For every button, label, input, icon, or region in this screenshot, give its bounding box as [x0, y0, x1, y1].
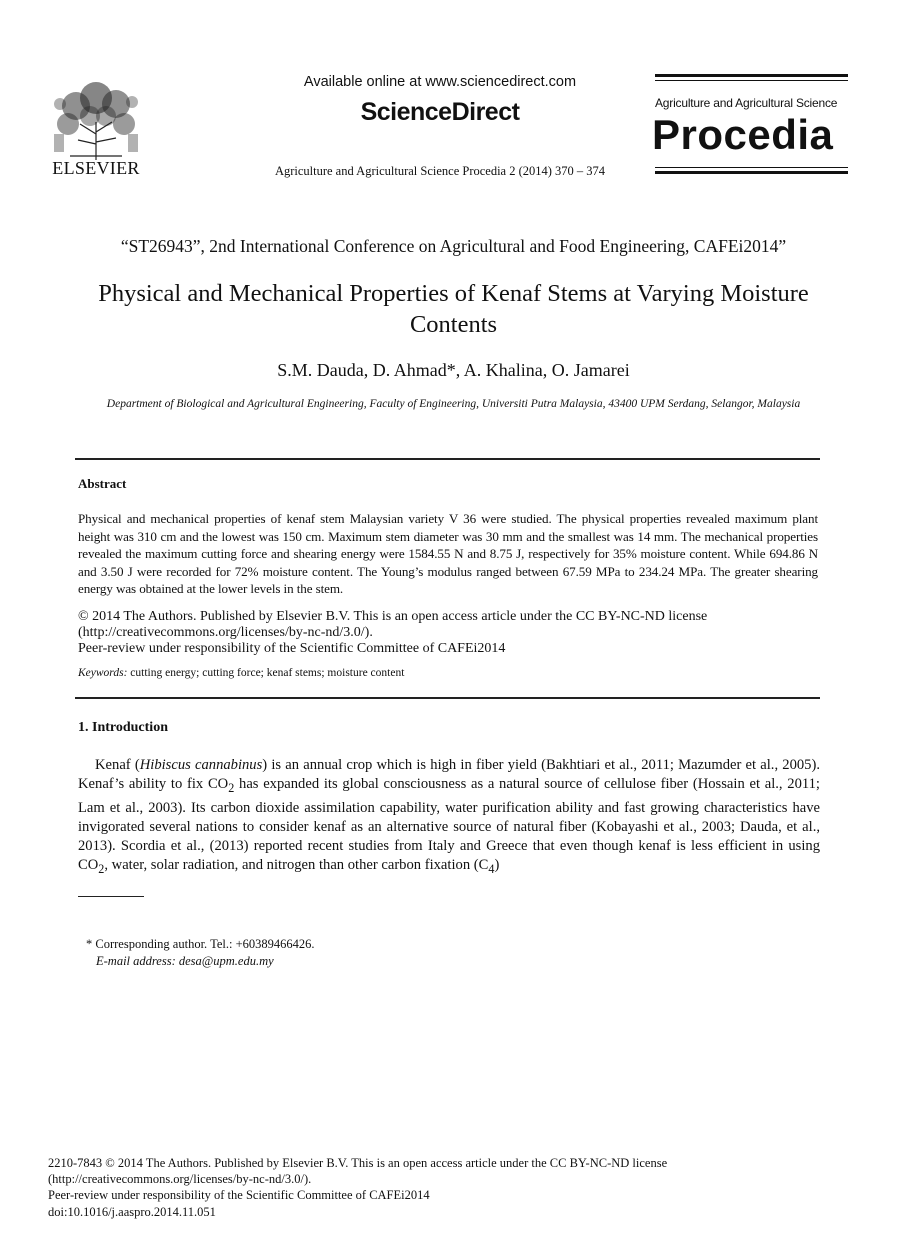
- corresponding-author: * Corresponding author. Tel.: +60389466426.: [86, 937, 315, 951]
- procedia-rule: [655, 171, 848, 174]
- journal-citation: Agriculture and Agricultural Science Procedia 2 (2014) 370 – 374: [274, 164, 606, 178]
- conference-name: “ST26943”, 2nd International Conference on Agricultural and Food Engineering, CAFEi2014”: [120, 236, 787, 256]
- section-divider: [75, 697, 820, 699]
- subscript: 2: [228, 781, 235, 796]
- text-run: ) is an annual crop which is high in fiber yield (Bakhtiari et al., 2011; Mazumder et al., 2005). Kenaf’s ability to fix CO: [78, 757, 820, 793]
- introduction-heading: 1. Introduction: [78, 720, 168, 735]
- footnote-rule: [78, 896, 144, 897]
- author-list: S.M. Dauda, D. Ahmad*, A. Khalina, O. Jamarei: [277, 360, 630, 380]
- elsevier-tree-logo: [50, 74, 142, 160]
- introduction-paragraph: [78, 756, 820, 880]
- available-online-link[interactable]: Available online at www.sciencedirect.com: [303, 74, 577, 90]
- procedia-rule: [655, 167, 848, 168]
- footer-doi[interactable]: doi:10.1016/j.aaspro.2014.11.051: [48, 1204, 216, 1219]
- elsevier-wordmark: ELSEVIER: [52, 158, 140, 178]
- keywords: [78, 667, 818, 679]
- footer-license: 2210-7843 © 2014 The Authors. Published by Elsevier B.V. This is an open access article under the CC BY-NC-ND license: [48, 1156, 668, 1170]
- text-run: ): [494, 857, 500, 874]
- license-statement: [78, 609, 818, 657]
- peer-review-note: Peer-review under responsibility of the Scientific Committee of CAFEi2014: [78, 641, 506, 656]
- keywords-list: cutting energy; cutting force; kenaf stems; moisture content: [127, 667, 405, 679]
- keywords-label: Keywords:: [78, 667, 128, 679]
- abstract-heading: Abstract: [78, 476, 127, 491]
- procedia-subtitle: Agriculture and Agricultural Science: [655, 96, 838, 110]
- paper-title: Physical and Mechanical Properties of Kenaf Stems at Varying Moisture Contents: [98, 280, 809, 338]
- procedia-rule: [655, 74, 848, 77]
- abstract-text: Physical and mechanical properties of kenaf stem Malaysian variety V 36 were studied. The physical properties revealed maximum plant height was 310 cm and the lowest was 150 cm. Maximum stem diameter was 30 mm and the smallest was 14 mm. The mechanical properties revealed the maximum cutting force and shearing energy were 1584.55 N and 8.75 J, respectively for 35% moisture content. While 694.86 N and 3.50 J were recorded for 72% moisture content. The Young’s modulus ranged between 67.59 MPa to 234.24 MPa. The greater shearing energy was obtained at the lower levels in the stem.: [78, 511, 818, 597]
- footer-peer-review: Peer-review under responsibility of the Scientific Committee of CAFEi2014: [48, 1188, 430, 1203]
- author-email[interactable]: E-mail address: desa@upm.edu.my: [96, 954, 274, 968]
- subscript: 2: [98, 862, 105, 877]
- procedia-rule: [655, 80, 848, 81]
- subscript: 4: [488, 862, 495, 877]
- affiliation: Department of Biological and Agricultural Engineering, Faculty of Engineering, Universiti Putra Malaysia, 43400 UPM Serdang, Selangor, Malaysia: [106, 398, 801, 410]
- page-footer: [48, 1155, 868, 1220]
- text-run: , water, solar radiation, and nitrogen than other carbon fixation (C: [104, 857, 489, 874]
- sciencedirect-logo[interactable]: ScienceDirect: [360, 98, 520, 126]
- license-link[interactable]: (http://creativecommons.org/licenses/by-nc-nd/3.0/).: [78, 625, 373, 640]
- license-line: © 2014 The Authors. Published by Elsevier B.V. This is an open access article under the CC BY-NC-ND license: [78, 609, 708, 624]
- text-run: Kenaf (: [95, 757, 140, 773]
- species-name: Hibiscus cannabinus: [139, 757, 263, 773]
- footer-license-link[interactable]: (http://creativecommons.org/licenses/by-nc-nd/3.0/).: [48, 1172, 312, 1187]
- section-divider: [75, 458, 820, 460]
- text-run: has expanded its global consciousness as a natural source of cellulose fiber (Hossain et al., 2011; Lam et al., 2003). Its carbon dioxide assimilation capability, water purification ability and fast growing characteristics have invigorated several nations to consider kenaf as an alternative source of natural fiber (Kobayashi et al., 2003; Dauda, et al., 2013). Scordia et al., (2013) reported recent studies from Italy and Greece that even though kenaf is less efficient in using CO: [78, 776, 820, 874]
- procedia-logo: Procedia: [652, 111, 834, 158]
